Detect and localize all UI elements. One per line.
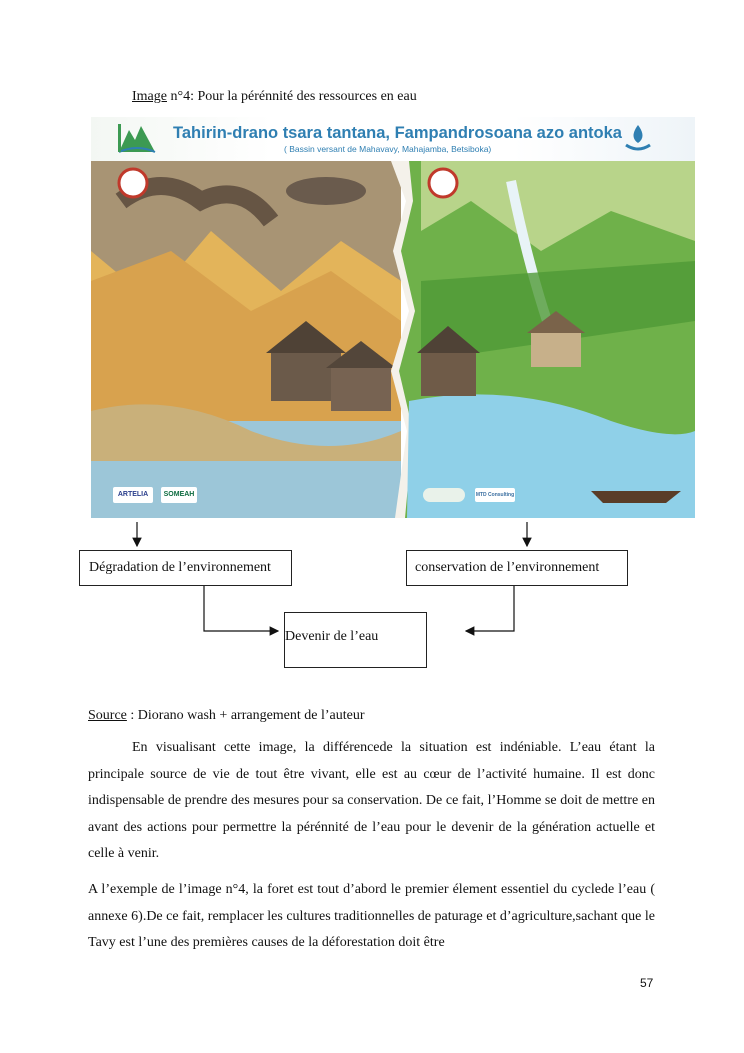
figure-caption (132, 89, 417, 105)
paragraph-1: En visualisant cette image, la différencede la situation est indéniable. L’eau étant la principale source de vie de tout être vivant, elle est au cœur de l’activité humaine. Il est donc indispensable de prendre des mesures pour sa conservation. De ce fait, l’Homme se doit de mettre en avant des actions pour permettre la pérénnité de l’eau pour le devenir de la génération actuelle et celle à venir. (88, 740, 655, 861)
partner-logo-emblem (423, 488, 465, 502)
source-label: Source (88, 708, 127, 723)
partner-logo-mtd: MTD Consulting (475, 488, 515, 502)
partner-logo-artelia: ARTELIA (113, 487, 153, 503)
caption-text: n°4: Pour la pérénnité des ressources en eau (166, 89, 417, 104)
landscape-comparison-scene (91, 161, 695, 518)
poster-subtitle: ( Bassin versant de Mahavavy, Mahajamba, Betsiboka) (284, 144, 492, 154)
poster-title: Tahirin-drano tsara tantana, Fampandrosoana azo antoka (173, 124, 622, 142)
caption-label: Image (132, 89, 167, 104)
degradation-box: Dégradation de l’environnement (79, 550, 292, 586)
conservation-box: conservation de l’environnement (406, 550, 628, 586)
source-text: : Diorano wash + arrangement de l’auteur (126, 708, 365, 723)
devenir-box: Devenir de l’eau (284, 612, 427, 668)
water-drop-logo-icon (623, 123, 653, 153)
page-number: 57 (640, 976, 654, 990)
arrow-to-devenir-left (204, 586, 278, 631)
mountain-logo-icon (117, 122, 157, 156)
source-line (88, 708, 365, 724)
poster-banner (91, 117, 695, 161)
partner-logo-someah: SOMEAH (161, 487, 197, 503)
poster-illustration (91, 117, 695, 518)
paragraph-2: A l’exemple de l’image n°4, la foret est tout d’abord le premier élement essentiel du cyclede l’eau ( annexe 6).De ce fait, remplacer les cultures traditionnelles de paturage et d’agriculture,sachant que le Tavy est l’une des premières causes de la déforestation doit être (88, 882, 655, 950)
arrow-to-devenir-right (466, 586, 514, 631)
